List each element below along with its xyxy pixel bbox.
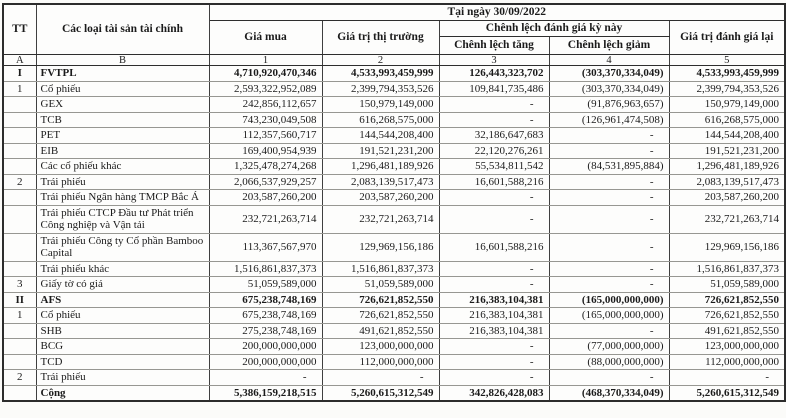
row-index-cell xyxy=(3,354,36,370)
table-row xyxy=(3,112,785,128)
value-cell: - xyxy=(549,277,669,293)
index-1: 1 xyxy=(209,55,322,66)
value-cell: (303,370,334,049) xyxy=(549,66,669,82)
value-cell: - xyxy=(669,370,785,386)
table-row xyxy=(3,233,785,261)
table-row xyxy=(3,205,785,233)
value-cell: - xyxy=(439,190,549,206)
value-cell: 1,516,861,837,373 xyxy=(669,261,785,277)
table-row xyxy=(3,97,785,113)
value-cell: - xyxy=(549,128,669,144)
value-cell: 5,260,615,312,549 xyxy=(669,385,785,401)
value-cell: 1,516,861,837,373 xyxy=(209,261,322,277)
value-cell: 112,000,000,000 xyxy=(322,354,439,370)
value-cell: 2,593,322,952,089 xyxy=(209,81,322,97)
value-cell: 232,721,263,714 xyxy=(209,205,322,233)
value-cell: - xyxy=(322,370,439,386)
table-row xyxy=(3,81,785,97)
header-diff-increase: Chênh lệch tăng xyxy=(439,37,549,55)
index-a: A xyxy=(3,55,36,66)
value-cell: 1,296,481,189,926 xyxy=(669,159,785,175)
value-cell: (165,000,000,000) xyxy=(549,292,669,308)
value-cell: 51,059,589,000 xyxy=(209,277,322,293)
asset-name-cell: Các cổ phiếu khác xyxy=(36,159,209,175)
value-cell: 5,386,159,218,515 xyxy=(209,385,322,401)
index-5: 5 xyxy=(669,55,785,66)
asset-name-cell: GEX xyxy=(36,97,209,113)
value-cell: 216,383,104,381 xyxy=(439,308,549,324)
value-cell: (126,961,474,508) xyxy=(549,112,669,128)
row-index-cell xyxy=(3,143,36,159)
value-cell: 1,516,861,837,373 xyxy=(322,261,439,277)
column-index-row xyxy=(3,55,785,66)
asset-name-cell: PET xyxy=(36,128,209,144)
table-row xyxy=(3,354,785,370)
table-row xyxy=(3,66,785,82)
value-cell: 113,367,567,970 xyxy=(209,233,322,261)
row-index-cell: I xyxy=(3,66,36,82)
value-cell: 726,621,852,550 xyxy=(322,308,439,324)
row-index-cell xyxy=(3,205,36,233)
asset-name-cell: Cộng xyxy=(36,385,209,401)
value-cell: - xyxy=(549,323,669,339)
header-diff-group: Chênh lệch đánh giá kỳ này xyxy=(439,21,669,37)
value-cell: 112,357,560,717 xyxy=(209,128,322,144)
value-cell: 216,383,104,381 xyxy=(439,292,549,308)
row-index-cell: 1 xyxy=(3,81,36,97)
header-tt: TT xyxy=(3,4,36,55)
value-cell: - xyxy=(439,205,549,233)
value-cell: 342,826,428,083 xyxy=(439,385,549,401)
asset-name-cell: Cổ phiếu xyxy=(36,81,209,97)
value-cell: 2,399,794,353,526 xyxy=(669,81,785,97)
row-index-cell: 2 xyxy=(3,174,36,190)
value-cell: 109,841,735,486 xyxy=(439,81,549,97)
table-row xyxy=(3,292,785,308)
value-cell: 22,120,276,261 xyxy=(439,143,549,159)
row-index-cell: 1 xyxy=(3,308,36,324)
row-index-cell: 2 xyxy=(3,370,36,386)
value-cell: - xyxy=(439,112,549,128)
table-body xyxy=(3,66,785,402)
value-cell: - xyxy=(549,205,669,233)
value-cell: - xyxy=(549,190,669,206)
value-cell: - xyxy=(549,233,669,261)
asset-name-cell: TCD xyxy=(36,354,209,370)
index-4: 4 xyxy=(549,55,669,66)
index-b: B xyxy=(36,55,209,66)
value-cell: (77,000,000,000) xyxy=(549,339,669,355)
table-row xyxy=(3,159,785,175)
value-cell: 675,238,748,169 xyxy=(209,292,322,308)
value-cell: (303,370,334,049) xyxy=(549,81,669,97)
value-cell: 191,521,231,200 xyxy=(669,143,785,159)
header-diff-decrease: Chênh lệch giảm xyxy=(549,37,669,55)
table-row xyxy=(3,190,785,206)
table-row xyxy=(3,261,785,277)
header-purchase-price: Giá mua xyxy=(209,21,322,55)
index-2: 2 xyxy=(322,55,439,66)
value-cell: 51,059,589,000 xyxy=(322,277,439,293)
value-cell: (88,000,000,000) xyxy=(549,354,669,370)
asset-name-cell: SHB xyxy=(36,323,209,339)
value-cell: 51,059,589,000 xyxy=(669,277,785,293)
asset-name-cell: Trái phiếu xyxy=(36,174,209,190)
table-row xyxy=(3,143,785,159)
value-cell: - xyxy=(439,97,549,113)
row-index-cell: II xyxy=(3,292,36,308)
asset-name-cell: TCB xyxy=(36,112,209,128)
header-market-value: Giá trị thị trường xyxy=(322,21,439,55)
value-cell: - xyxy=(439,370,549,386)
row-index-cell xyxy=(3,159,36,175)
row-index-cell xyxy=(3,385,36,401)
value-cell: 129,969,156,186 xyxy=(322,233,439,261)
row-index-cell xyxy=(3,97,36,113)
value-cell: 191,521,231,200 xyxy=(322,143,439,159)
value-cell: - xyxy=(549,370,669,386)
value-cell: 5,260,615,312,549 xyxy=(322,385,439,401)
value-cell: 726,621,852,550 xyxy=(669,292,785,308)
value-cell: 743,230,049,508 xyxy=(209,112,322,128)
value-cell: 275,238,748,169 xyxy=(209,323,322,339)
value-cell: - xyxy=(439,261,549,277)
asset-name-cell: Trái phiếu Công ty Cổ phần Bamboo Capital xyxy=(36,233,209,261)
value-cell: 2,083,139,517,473 xyxy=(669,174,785,190)
table-header xyxy=(3,4,785,66)
value-cell: 616,268,575,000 xyxy=(669,112,785,128)
asset-name-cell: Trái phiếu xyxy=(36,370,209,386)
value-cell: (84,531,895,884) xyxy=(549,159,669,175)
value-cell: 150,979,149,000 xyxy=(669,97,785,113)
asset-name-cell: BCG xyxy=(36,339,209,355)
value-cell: 216,383,104,381 xyxy=(439,323,549,339)
value-cell: 4,710,920,470,346 xyxy=(209,66,322,82)
table-row xyxy=(3,277,785,293)
value-cell: 232,721,263,714 xyxy=(322,205,439,233)
value-cell: 203,587,260,200 xyxy=(209,190,322,206)
value-cell: - xyxy=(439,339,549,355)
asset-name-cell: Giấy tờ có giá xyxy=(36,277,209,293)
row-index-cell: 3 xyxy=(3,277,36,293)
value-cell: 2,083,139,517,473 xyxy=(322,174,439,190)
value-cell: 726,621,852,550 xyxy=(669,308,785,324)
value-cell: 203,587,260,200 xyxy=(669,190,785,206)
value-cell: 123,000,000,000 xyxy=(322,339,439,355)
asset-name-cell: Trái phiếu khác xyxy=(36,261,209,277)
row-index-cell xyxy=(3,128,36,144)
value-cell: (91,876,963,657) xyxy=(549,97,669,113)
table-row xyxy=(3,308,785,324)
value-cell: - xyxy=(549,261,669,277)
asset-name-cell: Trái phiếu CTCP Đầu tư Phát triển Công nghiệp và Vận tải xyxy=(36,205,209,233)
asset-name-cell: Trái phiếu Ngân hàng TMCP Bắc Á xyxy=(36,190,209,206)
value-cell: 126,443,323,702 xyxy=(439,66,549,82)
asset-name-cell: FVTPL xyxy=(36,66,209,82)
value-cell: (468,370,334,049) xyxy=(549,385,669,401)
value-cell: 144,544,208,400 xyxy=(322,128,439,144)
row-index-cell xyxy=(3,261,36,277)
table-row xyxy=(3,385,785,401)
value-cell: - xyxy=(439,354,549,370)
value-cell: 616,268,575,000 xyxy=(322,112,439,128)
index-3: 3 xyxy=(439,55,549,66)
value-cell: 16,601,588,216 xyxy=(439,174,549,190)
value-cell: 675,238,748,169 xyxy=(209,308,322,324)
value-cell: 150,979,149,000 xyxy=(322,97,439,113)
table-row xyxy=(3,323,785,339)
row-index-cell xyxy=(3,323,36,339)
value-cell: (165,000,000,000) xyxy=(549,308,669,324)
value-cell: 169,400,954,939 xyxy=(209,143,322,159)
asset-name-cell: Cổ phiếu xyxy=(36,308,209,324)
value-cell: 491,621,852,550 xyxy=(669,323,785,339)
value-cell: 16,601,588,216 xyxy=(439,233,549,261)
header-asset-types: Các loại tài sản tài chính xyxy=(36,4,209,55)
value-cell: 200,000,000,000 xyxy=(209,339,322,355)
value-cell: 123,000,000,000 xyxy=(669,339,785,355)
value-cell: 2,399,794,353,526 xyxy=(322,81,439,97)
table-row xyxy=(3,370,785,386)
value-cell: 2,066,537,929,257 xyxy=(209,174,322,190)
row-index-cell xyxy=(3,190,36,206)
value-cell: 203,587,260,200 xyxy=(322,190,439,206)
row-index-cell xyxy=(3,339,36,355)
header-revalued: Giá trị đánh giá lại xyxy=(669,21,785,55)
value-cell: 112,000,000,000 xyxy=(669,354,785,370)
row-index-cell xyxy=(3,233,36,261)
value-cell: 55,534,811,542 xyxy=(439,159,549,175)
value-cell: - xyxy=(549,174,669,190)
financial-assets-table xyxy=(2,3,786,402)
value-cell: 200,000,000,000 xyxy=(209,354,322,370)
asset-name-cell: EIB xyxy=(36,143,209,159)
value-cell: 4,533,993,459,999 xyxy=(669,66,785,82)
value-cell: 726,621,852,550 xyxy=(322,292,439,308)
value-cell: 242,856,112,657 xyxy=(209,97,322,113)
value-cell: - xyxy=(439,277,549,293)
table-row xyxy=(3,174,785,190)
value-cell: 144,544,208,400 xyxy=(669,128,785,144)
header-date-group: Tại ngày 30/09/2022 xyxy=(209,4,785,21)
value-cell: 1,325,478,274,268 xyxy=(209,159,322,175)
table-row xyxy=(3,339,785,355)
row-index-cell xyxy=(3,112,36,128)
value-cell: 4,533,993,459,999 xyxy=(322,66,439,82)
value-cell: 129,969,156,186 xyxy=(669,233,785,261)
value-cell: 491,621,852,550 xyxy=(322,323,439,339)
value-cell: 1,296,481,189,926 xyxy=(322,159,439,175)
value-cell: 232,721,263,714 xyxy=(669,205,785,233)
value-cell: - xyxy=(209,370,322,386)
value-cell: - xyxy=(549,143,669,159)
table-row xyxy=(3,128,785,144)
asset-name-cell: AFS xyxy=(36,292,209,308)
value-cell: 32,186,647,683 xyxy=(439,128,549,144)
